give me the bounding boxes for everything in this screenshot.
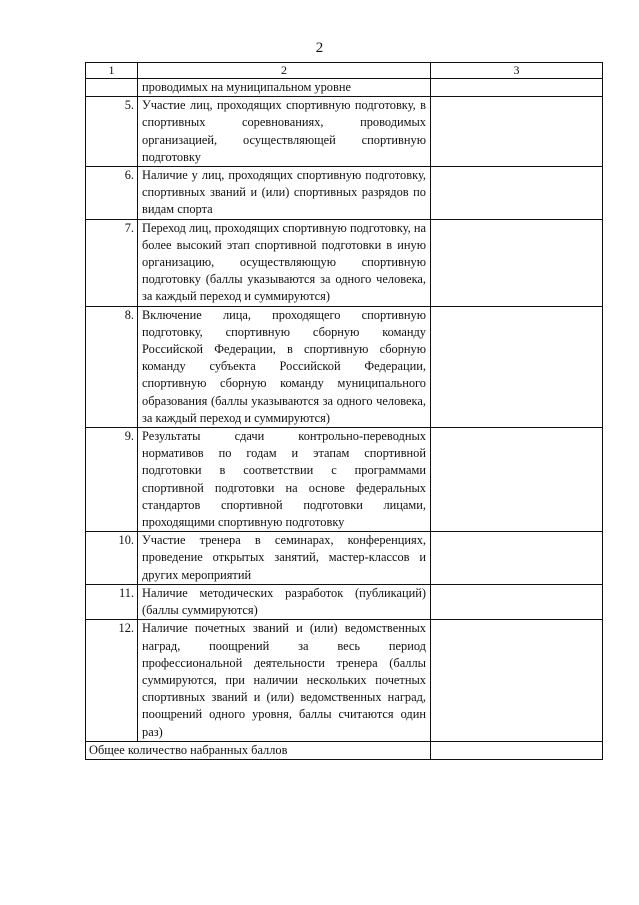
criteria-table [85,62,603,760]
row-number: 6. [86,167,138,220]
page-number: 2 [315,40,324,56]
row-number: 9. [86,428,138,532]
criterion-text: Участие тренера в семинарах, конференциях, проведение открытых занятий, мастер-классов и других мероприятий [138,532,431,585]
score-cell [431,532,603,585]
criterion-text: Включение лица, проходящего спортивную подготовку, спортивную сборную команду Российской Федерации, в спортивную сборную команду субъекта Российской Федерации, спортивную сборную команду муниципального образования (баллы указываются за одного человека, за каждый переход и суммируются) [138,306,431,427]
row-number: 5. [86,97,138,167]
score-cell [431,620,603,741]
row-number: 7. [86,219,138,306]
table-row [86,620,603,741]
row-number: 8. [86,306,138,427]
row-number: 11. [86,584,138,619]
row-number-cell [86,79,138,97]
table-header-row [86,63,603,79]
row-number: 10. [86,532,138,585]
score-cell [431,584,603,619]
table-row [86,532,603,585]
criterion-text: проводимых на муниципальном уровне [138,79,431,97]
score-cell [431,306,603,427]
total-row [86,741,603,759]
table-row-continuation [86,79,603,97]
score-cell [431,219,603,306]
table-row [86,219,603,306]
criterion-text: Участие лиц, проходящих спортивную подготовку, в спортивных соревнованиях, проводимых организацией, осуществляющей спортивную подготовку [138,97,431,167]
table-row [86,428,603,532]
row-number: 12. [86,620,138,741]
table-row [86,306,603,427]
score-cell [431,97,603,167]
table-row [86,584,603,619]
table-row [86,167,603,220]
score-cell [431,428,603,532]
criterion-text: Переход лиц, проходящих спортивную подготовку, на более высокий этап спортивной подготовки в иную организацию, осуществляющую спортивную подготовку (баллы указываются за одного человека, за каждый переход и суммируются) [138,219,431,306]
criterion-text: Результаты сдачи контрольно-переводных нормативов по годам и этапам спортивной подготовки в соответствии с программами спортивной подготовки на основе федеральных стандартов спортивной подготовки лицами, проходящими спортивную подготовку [138,428,431,532]
criterion-text: Наличие почетных званий и (или) ведомственных наград, поощрений за весь период профессиональной деятельности тренера (баллы суммируются, при наличии нескольких почетных спортивных званий и (или) ведомственных наград, поощрений одного уровня, баллы считаются один раз) [138,620,431,741]
column-header-2: 2 [138,63,431,79]
criterion-text: Наличие методических разработок (публикаций) (баллы суммируются) [138,584,431,619]
total-score-cell [431,741,603,759]
criterion-text: Наличие у лиц, проходящих спортивную подготовку, спортивных званий и (или) спортивных разрядов по видам спорта [138,167,431,220]
column-header-3: 3 [431,63,603,79]
score-cell [431,167,603,220]
total-label: Общее количество набранных баллов [86,741,431,759]
score-cell [431,79,603,97]
table-row [86,97,603,167]
column-header-1: 1 [86,63,138,79]
